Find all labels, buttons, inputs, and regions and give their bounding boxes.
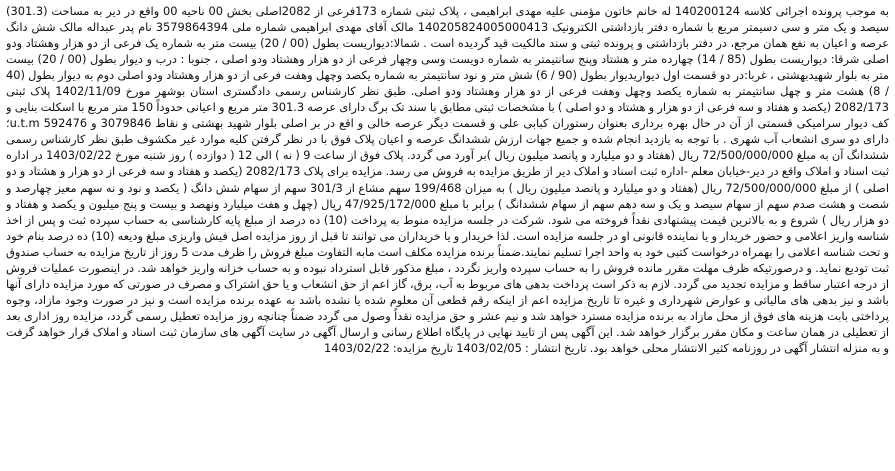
auction-notice	[6, 3, 889, 469]
notice-body-text: به موجب پرونده اجرائی کلاسه 140200124 له خانم خاتون مؤمنی علیه مهدی ابراهیمی ، پلاک ثبتی شماره 173فرعی از 2082اصلی بخش 00 ناحیه 00 واقع در دیر به مساحت (301.3) سیصد و یک متر و سی دسیمتر مربع با شماره دفتر بازداشتی الکترونیک 140205824005000413 مالک آقای مهدی ابراهیمی شماره ملی 3579864394 نام پدر عبداله مالک شش دانگ عرصه و اعیان به نفع همان مرجع، در دفتر بازداشتی و پرونده ثبتی و سند مالکیت قید گردیده است . شمالا:دیواریست بطول (00 / 20) بیست متر به شماره یک فرعی از دو هزار وهشتاد ودو اصلی شرقا: دیواریست بطول (85 / 14) چهارده متر و هشتاد وپنج سانتیمتر به شماره دویست وسی وچهار فرعی از دو هزار وهشتاد ودو اصلی ، جنوبا : درب و دیوار بطول (00 / 20) بیست متر به بلوار شهیدبهشتی ، غربا:در دو قسمت اول دیواریدیوار بطول (90 / 6) شش متر و نود سانتیمتر به شماره یکصد وچهل وهفت فرعی از دو هزار وهشتاد ودو اصلی دوم به دیوار بطول (40 / 8) هشت متر و چهل سانتیمتر به شماره یکصد وچهل وهفت فرعی از دو هزار وهشتاد ودو اصلی. طبق نظر کارشناس رسمی دادگستری استان بوشهر مورخ 1402/11/09 پلاک ثبتی 2082/173 (یکصد و هفتاد و سه فرعی از دو هزار و هشتاد و دو اصلی ) با مشخصات ثبتی مطابق با سند تک برگ دارای عرصه 301.3 متر مربع و اعیانی حدوداً 150 متر مربع با اسکلت بنایی و کف دیوار سرامیکی قسمتی از آن در حال بهره برداری بعنوان رستوران کبابی علی و قسمت دیگر عرصه خالی و اقع در بر اصلی بلوار شهید بهشتی و نقاط 3079846 و 592476 u.t.m؛ دارای دو سری انشعاب آب شهری . با توجه به بازدید انجام شده و جمیع جهات ارزش ششدانگ عرصه و اعیان پلاک فوق با در نظر گرفتن کلیه موارد غیر مکشوف طبق نظر کارشناس رسمی ششدانگ آن به مبلغ 72/500/000/000 ریال (هفتاد و دو میلیارد و پانصد میلیون ریال )بر آورد می گردد. پلاک فوق از ساعت 9 ( نه ) الی 12 ( دوازده ) روز شنبه مورخ 1403/02/22 در اداره ثبت اسناد و املاک واقع در دیر-خیابان معلم -اداره ثبت اسناد و املاک دیر از طریق مزایده به فروش می رسد. مزایده برای پلاک 2082/173 (یکصد و هفتاد و سه فرعی از دو هزار و هشتاد و دو اصلی ) از مبلغ 72/500/000/000 ریال (هفتاد و دو میلیارد و پانصد میلیون ریال ) به میزان 199/468 سهم مشاع از 301/3 سهم از سهام شش دانگ ( یکصد و نود و نه سهم معیز چهارصد و شصت و هشت صدم سهم از سهام سیصد و یک و سه دهم سهم از سهام ششدانگ ) برابر با مبلغ 47/925/172/000 ریال (چهل و هفت میلیارد ونهصد و بیست و پنج میلیون و یکصد و هفتاد و دو هزار ریال ) شروع و به بالاترین قیمت پیشنهادی نقداً فروخته می شود. شرکت در جلسه مزایده منوط به پرداخت (10) ده درصد از مبلغ پایه کارشناسی به حساب سپرده ثبت و پس از اخذ شناسه واریز اعلامی و حضور خریدار و یا نماینده قانونی او در جلسه مزایده است. لذا خریدار و یا خریداران می توانند تا قبل از روز مزایده اصل فیش واریزی مبلغ ودیعه (10) ده درصد بنام خود و تحت شناسه اعلامی را بهمراه درخواست کتبی خود به واحد اجرا تسلیم نمایند.ضمناً برنده مزایده مکلف است مابه التفاوت مبلغ فروش را ظرف مدت 5 روز از تاریخ مزایده به حساب صندوق ثبت تودیع نماید. و درصورتیکه ظرف مهلت مقرر مانده فروش را به حساب سپرده واریز نگردد ، مبلغ مذکور قابل استرداد نبوده و به حساب خزانه واریز خواهد شد. در اینصورت عملیات فروش از درجه اعتبار ساقط و مزایده تجدید می گردد. لازم به ذکر است پرداخت بدهی های مربوط به آب، برق، گاز اعم از حق انشعاب و یا حق اشتراک و مصرف در صورتی که مورد مزایده دارای آنها باشد و نیز بدهی های مالیاتی و عوارض شهرداری و غیره تا تاریخ مزایده اعم از اینکه رقم قطعی آن معلوم شده یا نشده باشد به عهده برنده مزایده است و نیز در صورت وجود مازاد، وجوه پرداختی بابت هزینه های فوق از محل مازاد به برنده مزایده مسترد خواهد شد و نیم عشر و حق مزایده نقداً وصول می گردد ضمناً چنانچه روز مزایده تعطیل رسمی گردد، مزایده روز اداری بعد از تعطیلی در همان ساعت و مکان مقرر برگزار خواهد شد. این آگهی پس از تایید نهایی در پایگاه اطلاع رسانی و ارسال آگهی در سایت آگهی های سازمان ثبت اسناد و املاک قرار خواهد گرفت و به منزله انتشار آگهی در روزنامه کثیر الانتشار محلی خواهد بود. تاریخ انتشار : 1403/02/05 تاریخ مزایده: 1403/02/22	[6, 4, 889, 355]
